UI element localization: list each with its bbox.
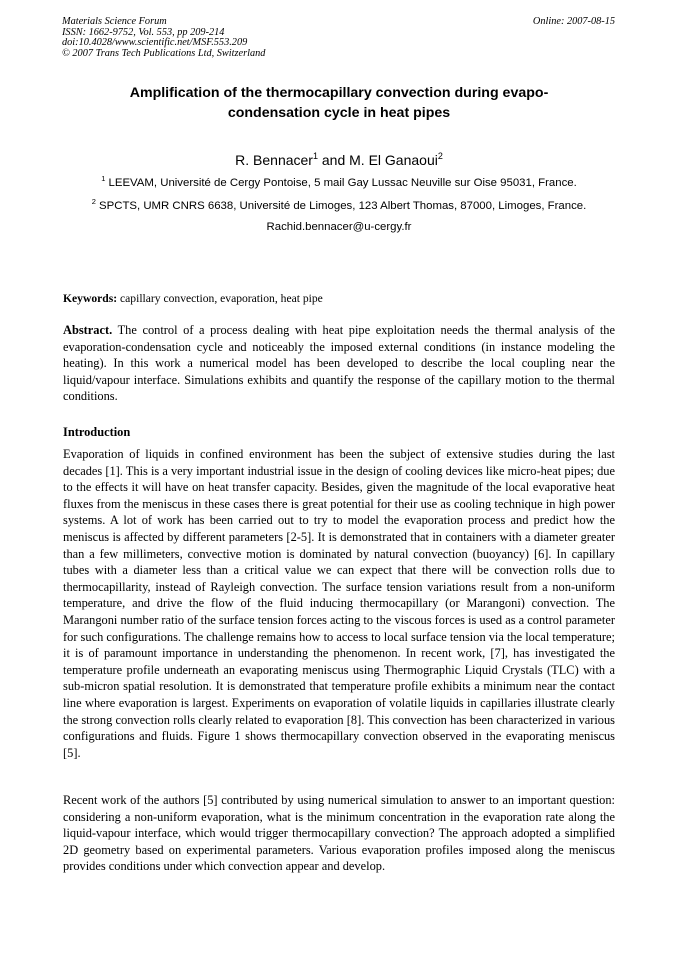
title-line-1: Amplification of the thermocapillary convection during evapo- — [129, 85, 549, 101]
author-2: M. El Ganaoui — [349, 152, 438, 168]
abstract-text: The control of a process dealing with heat pipe exploitation needs the thermal analysis of the evaporation-condensation cycle and noticeably the imposed external conditions (in instance modeling the heating). In this work a numerical model has been developed to describe the local coupling near the liquid/vapour interface. Simulations exhibits and quantify the response of the capillary motion to the thermal conditions. — [63, 323, 615, 404]
author-conjunction: and — [317, 152, 350, 168]
journal-copyright: © 2007 Trans Tech Publications Ltd, Switzerland — [62, 47, 266, 59]
abstract — [63, 322, 615, 405]
author-list — [0, 151, 678, 169]
affiliation-1-mark: 1 — [101, 174, 106, 183]
affiliation-1 — [0, 176, 678, 190]
journal-name: Materials Science Forum — [62, 16, 167, 27]
journal-doi: doi:10.4028/www.scientific.net/MSF.553.209 — [62, 37, 248, 48]
author-1: R. Bennacer — [235, 152, 313, 168]
affiliation-2 — [0, 199, 678, 213]
keywords — [63, 291, 615, 308]
journal-issn: ISSN: 1662-9752, Vol. 553, pp 209-214 — [62, 26, 225, 38]
affiliation-1-text: LEEVAM, Université de Cergy Pontoise, 5 mail Gay Lussac Neuville sur Oise 95031, France. — [105, 177, 577, 189]
section-heading-introduction: Introduction — [63, 425, 131, 439]
affiliation-2-text: SPCTS, UMR CNRS 6638, Université de Limoges, 123 Albert Thomas, 87000, Limoges, France. — [95, 200, 587, 212]
online-date: Online: 2007-08-15 — [532, 16, 615, 27]
journal-header — [62, 17, 265, 59]
affiliation-2-mark: 2 — [91, 197, 96, 206]
introduction-paragraph-1: Evaporation of liquids in confined environment has been the subject of extensive studies during the last decades [1]. This is a very important industrial issue in the design of cooling devices like micro-heat pipes; due to the effects it will have on heat transfer capacity. Besides, given the magnitude of the local evaporative heat fluxes from the meniscus in these cases there is great potential for their use as cooling technique in high power systems. A lot of work has been carried out to try to model the evaporation process and predict how the meniscus is affected by different parameters [2-5]. It is demonstrated that in containers with a diameter greater than a few millimeters, convective motion is dominated by natural convection (buoyancy) [6]. In capillary tubes with a diameter less than a critical value we can expect that there will be convection rolls due to thermocapillarity, instead of Rayleigh convection. The surface tension variations result from a non-uniform temperature, and drive the flow of the fluid inducing thermocapillary (or Marangoni) convection. The Marangoni number ratio of the surface tension forces acting to the viscous forces is used as a control parameter for such configurations. The challenge remains how to access to local surface tension via the local temperature; it is of paramount importance in understanding the phenomenon. In recent work, [7], has investigated the temperature profile underneath an evaporating meniscus using Thermographic Liquid Crystals (TLC) with a sub-micron spatial resolution. It is demonstrated that temperature profile exhibits a minimum near the contact line where evaporation is largest. Experiments on evaporation of volatile liquids in capillaries illustrate clearly the strong convection rolls clearly related to evaporation [8]. This convection has been characterized in various configurations and fluids. Figure 1 shows thermocapillary convection observed in the evaporating meniscus [5]. — [63, 447, 615, 760]
keywords-label: Keywords: — [63, 292, 118, 305]
author-2-affiliation-mark: 2 — [437, 151, 443, 161]
introduction-paragraph-2: Recent work of the authors [5] contributed by using numerical simulation to answer to an important question: considering a non-uniform evaporation, what is the minimum concentration in the evaporation rate along the liquid-vapour interface, which would trigger thermocapillary convection? The approach adopted a simplified 2D geometry based on experimental parameters. Various evaporation profiles imposed along the meniscus provides conditions under which convection appear and develop. — [63, 793, 615, 874]
title-line-2: condensation cycle in heat pipes — [227, 104, 451, 121]
paper-title — [60, 84, 618, 123]
abstract-label: Abstract. — [63, 323, 113, 337]
author-1-affiliation-mark: 1 — [312, 151, 318, 161]
contact-email: Rachid.bennacer@u-cergy.fr — [266, 221, 412, 233]
keywords-text: capillary convection, evaporation, heat pipe — [117, 292, 323, 305]
